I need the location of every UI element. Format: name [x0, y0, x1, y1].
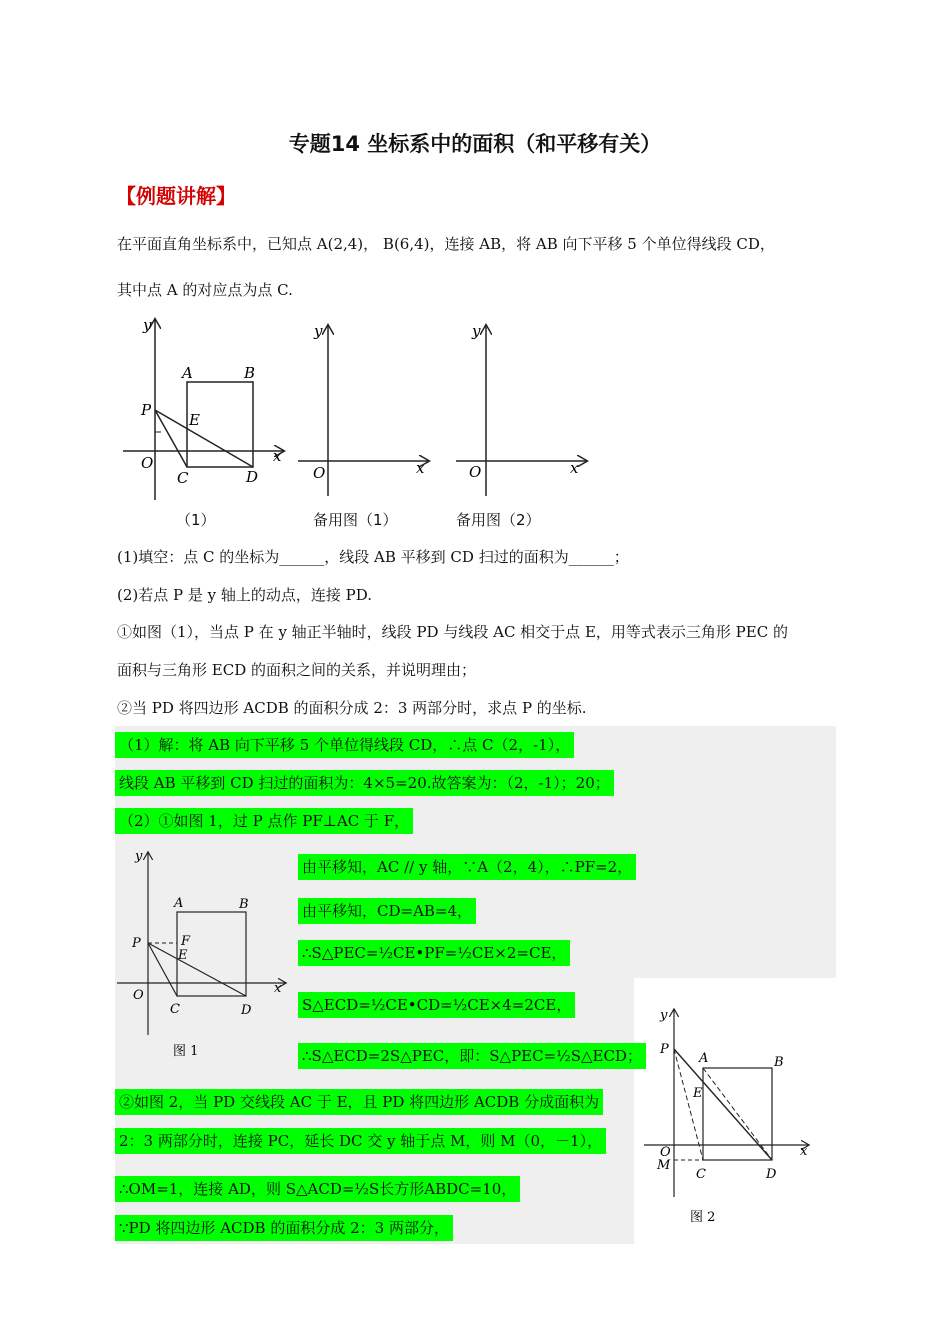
label-x: x: [273, 447, 282, 465]
solution-line-10: 2：3 两部分时，连接 PC，延长 DC 交 y 轴于点 M，则 M（0，－1），: [115, 1128, 606, 1154]
label-c: C: [170, 1002, 180, 1017]
label-d: D: [766, 1167, 777, 1182]
solution-figure-2: [640, 1002, 820, 1227]
solution-line-2: 线段 AB 平移到 CD 扫过的面积为：4×5=20.故答案为：（2，-1）；20；: [115, 770, 614, 796]
label-y: y: [143, 316, 152, 334]
spare-figure-1-caption: 备用图（1）: [313, 511, 398, 529]
label-d: D: [241, 1003, 252, 1018]
label-x: x: [416, 459, 425, 477]
label-a: A: [699, 1051, 709, 1066]
figure-1: [115, 312, 290, 502]
label-b: B: [244, 364, 256, 382]
solution-figure-1: [115, 845, 295, 1060]
label-y: y: [660, 1008, 668, 1023]
segment-pd: [155, 410, 253, 467]
label-b: B: [774, 1055, 784, 1070]
solution-line-5: 由平移知，CD=AB=4，: [298, 898, 476, 924]
solution-line-8: ∴S△ECD=2S△PEC，即：S△PEC=½S△ECD；: [298, 1043, 646, 1069]
label-f: F: [181, 934, 191, 949]
solution-line-4: 由平移知，AC // y 轴，∵A（2，4），∴PF=2，: [298, 854, 636, 880]
problem-line-2: 其中点 A 的对应点为点 C.: [117, 281, 293, 299]
label-e: E: [178, 948, 188, 963]
spare-figure-2-caption: 备用图（2）: [456, 511, 541, 529]
label-o: O: [133, 988, 144, 1003]
label-a: A: [182, 364, 193, 382]
question-2b: ②当 PD 将四边形 ACDB 的面积分成 2：3 两部分时，求点 P 的坐标.: [117, 699, 587, 717]
question-2a-line-2: 面积与三角形 ECD 的面积之间的关系，并说明理由；: [117, 661, 476, 679]
solution-line-12: ∵PD 将四边形 ACDB 的面积分成 2：3 两部分，: [115, 1215, 453, 1241]
solution-line-6: ∴S△PEC=½CE•PF=½CE×2=CE，: [298, 940, 570, 966]
label-b: B: [239, 897, 249, 912]
label-p: P: [132, 936, 141, 951]
label-d: D: [246, 468, 259, 486]
label-o: O: [141, 454, 154, 472]
figure-1-caption: （1）: [176, 511, 216, 529]
label-x: x: [274, 981, 282, 996]
label-y: y: [135, 849, 143, 864]
segment-ad: [703, 1068, 772, 1160]
label-o: O: [660, 1145, 671, 1160]
label-o: O: [469, 463, 482, 481]
label-m: M: [657, 1158, 671, 1173]
solution-line-9: ②如图 2，当 PD 交线段 AC 于 E，且 PD 将四边形 ACDB 分成面积为: [115, 1089, 603, 1115]
label-e: E: [189, 411, 200, 429]
label-p: P: [141, 401, 152, 419]
spare-figure-2: [454, 318, 594, 498]
label-o: O: [313, 464, 326, 482]
label-p: P: [660, 1042, 669, 1057]
label-y: y: [314, 322, 323, 340]
label-e: E: [693, 1086, 703, 1101]
label-x: x: [570, 459, 579, 477]
label-a: A: [174, 896, 184, 911]
page-title: 专题14 坐标系中的面积（和平移有关）: [288, 132, 662, 156]
solution-line-1: （1）解：将 AB 向下平移 5 个单位得线段 CD，∴点 C（2，-1），: [115, 732, 574, 758]
label-c: C: [696, 1167, 706, 1182]
question-1: (1)填空：点 C 的坐标为______，线段 AB 平移到 CD 扫过的面积为______；: [117, 548, 629, 566]
problem-line-1: 在平面直角坐标系中，已知点 A(2,4)， B(6,4)，连接 AB，将 AB 向下平移 5 个单位得线段 CD，: [117, 235, 775, 253]
question-2a-line-1: ①如图（1），当点 P 在 y 轴正半轴时，线段 PD 与线段 AC 相交于点 E，用等式表示三角形 PEC 的: [117, 623, 788, 641]
spare-figure-1: [296, 318, 436, 498]
figure-2-label: 图 2: [690, 1210, 716, 1225]
section-heading: 【例题讲解】: [116, 184, 236, 208]
label-c: C: [177, 469, 189, 487]
solution-line-7: S△ECD=½CE•CD=½CE×4=2CE，: [298, 992, 575, 1018]
figure-1-label: 图 1: [173, 1044, 199, 1059]
label-x: x: [800, 1144, 808, 1159]
solution-line-3: （2）①如图 1，过 P 点作 PF⊥AC 于 F，: [115, 808, 413, 834]
question-2: (2)若点 P 是 y 轴上的动点，连接 PD.: [117, 586, 373, 604]
label-y: y: [472, 322, 481, 340]
solution-line-11: ∴OM=1，连接 AD，则 S△ACD=½S长方形ABDC=10，: [115, 1176, 520, 1202]
